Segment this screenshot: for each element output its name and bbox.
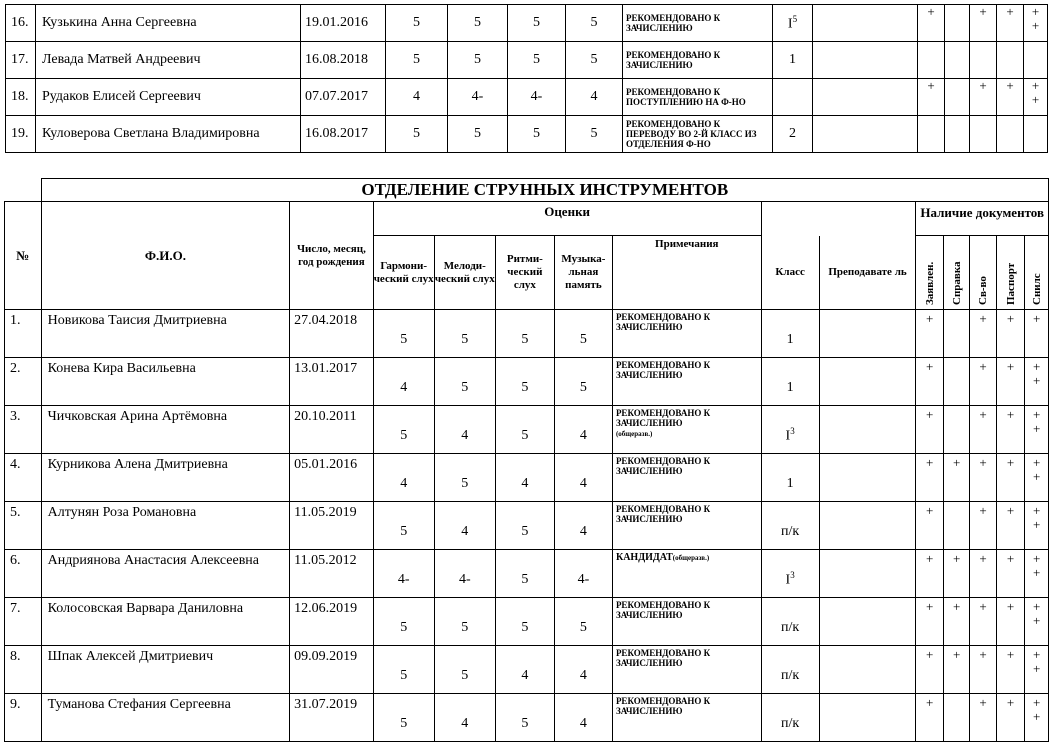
note-cell xyxy=(612,646,761,694)
student-name: Новикова Таисия Дмитриевна xyxy=(41,310,289,358)
doc-passport-mark: + xyxy=(996,646,1025,694)
class-cell xyxy=(761,454,819,502)
class-superscript: 3 xyxy=(790,570,795,581)
note-text: РЕКОМЕНДОВАНО К ЗАЧИСЛЕНИЮ xyxy=(615,360,711,380)
melodic-grade: 5 xyxy=(434,358,495,406)
teacher-cell xyxy=(819,454,916,502)
memory-grade: 4 xyxy=(566,79,623,116)
table-row xyxy=(5,646,1049,694)
birth-date: 16.08.2017 xyxy=(301,116,386,153)
row-number: 2. xyxy=(5,358,42,406)
doc-snils-mark: + + xyxy=(1025,358,1049,406)
doc-birth-cert-mark: + xyxy=(970,79,997,116)
birth-date: 11.05.2012 xyxy=(290,550,374,598)
memory-grade: 4 xyxy=(554,502,612,550)
class-value: п/к xyxy=(781,667,800,683)
class-cell xyxy=(773,5,813,42)
class-cell xyxy=(773,116,813,153)
note-text: РЕКОМЕНДОВАНО К ЗАЧИСЛЕНИЮ xyxy=(615,696,711,716)
student-name: Туманова Стефания Сергеевна xyxy=(41,694,289,742)
doc-passport-mark: + xyxy=(996,550,1025,598)
top-table-fragment xyxy=(5,4,1048,153)
doc-snils-mark xyxy=(1024,116,1048,153)
harmonic-grade: 5 xyxy=(386,116,448,153)
class-cell xyxy=(773,42,813,79)
student-name: Рудаков Елисей Сергеевич xyxy=(36,79,301,116)
note-cell xyxy=(612,310,761,358)
note-text: КАНДИДАТ xyxy=(615,552,673,563)
memory-grade: 5 xyxy=(566,116,623,153)
doc-birth-cert-mark: + xyxy=(970,406,996,454)
class-value: 1 xyxy=(786,379,794,395)
header-doc-passport: Паспорт xyxy=(1004,262,1017,305)
melodic-grade: 5 xyxy=(448,42,508,79)
rhythmic-grade: 4 xyxy=(495,646,554,694)
doc-certificate-mark xyxy=(945,5,970,42)
doc-passport-mark xyxy=(997,116,1024,153)
row-number: 17. xyxy=(6,42,36,79)
doc-birth-cert-mark xyxy=(970,116,997,153)
melodic-grade: 4 xyxy=(434,694,495,742)
doc-snils-mark: + + xyxy=(1025,406,1049,454)
doc-application-mark: + xyxy=(918,5,945,42)
class-superscript: 3 xyxy=(790,426,795,437)
doc-snils-mark: + + xyxy=(1025,694,1049,742)
table-row xyxy=(5,454,1049,502)
note-text: РЕКОМЕНДОВАНО К ПОСТУПЛЕНИЮ НА Ф-НО xyxy=(626,87,746,107)
note-cell xyxy=(623,5,773,42)
header-doc-application: Заявлен. xyxy=(923,261,936,305)
header-class: Класс xyxy=(761,236,819,310)
note-text: РЕКОМЕНДОВАНО К ЗАЧИСЛЕНИЮ xyxy=(626,50,721,70)
class-value: I xyxy=(785,572,791,588)
doc-birth-cert-mark: + xyxy=(970,550,996,598)
rhythmic-grade: 5 xyxy=(495,406,554,454)
harmonic-grade: 5 xyxy=(373,502,434,550)
rhythmic-grade: 5 xyxy=(495,598,554,646)
note-text: РЕКОМЕНДОВАНО К ЗАЧИСЛЕНИЮ xyxy=(626,13,721,33)
doc-snils-mark: + xyxy=(1025,310,1049,358)
doc-snils-mark xyxy=(1024,42,1048,79)
rhythmic-grade: 5 xyxy=(508,5,566,42)
doc-passport-mark: + xyxy=(996,454,1025,502)
class-cell xyxy=(761,406,819,454)
doc-certificate-mark xyxy=(943,358,969,406)
teacher-cell xyxy=(819,694,916,742)
note-text: РЕКОМЕНДОВАНО К ПЕРЕВОДУ ВО 2-Й КЛАСС ИЗ ОТДЕЛЕНИЯ Ф-НО xyxy=(626,119,757,149)
doc-application-mark: + xyxy=(916,550,943,598)
row-number: 5. xyxy=(5,502,42,550)
melodic-grade: 4- xyxy=(448,79,508,116)
row-number: 6. xyxy=(5,550,42,598)
doc-birth-cert-mark: + xyxy=(970,454,996,502)
doc-certificate-mark xyxy=(945,116,970,153)
harmonic-grade: 5 xyxy=(373,646,434,694)
note-cell xyxy=(623,116,773,153)
doc-certificate-mark: + xyxy=(943,646,969,694)
harmonic-grade: 4 xyxy=(386,79,448,116)
harmonic-grade: 4- xyxy=(373,550,434,598)
class-value: I xyxy=(787,16,793,32)
birth-date: 16.08.2018 xyxy=(301,42,386,79)
memory-grade: 4 xyxy=(554,406,612,454)
doc-application-mark: + xyxy=(916,502,943,550)
harmonic-grade: 4 xyxy=(373,454,434,502)
harmonic-grade: 4 xyxy=(373,358,434,406)
table-row xyxy=(5,598,1049,646)
header-doc-snils: Снилс xyxy=(1030,272,1043,305)
row-number: 16. xyxy=(6,5,36,42)
class-value: 2 xyxy=(789,126,796,141)
memory-grade: 5 xyxy=(566,5,623,42)
doc-passport-mark: + xyxy=(997,79,1024,116)
student-name: Конева Кира Васильевна xyxy=(41,358,289,406)
row-number: 9. xyxy=(5,694,42,742)
header-doc-birth-cert: Св-во xyxy=(977,275,990,305)
note-text: РЕКОМЕНДОВАНО К ЗАЧИСЛЕНИЮ xyxy=(615,456,711,476)
student-name: Андриянова Анастасия Алексеевна xyxy=(41,550,289,598)
rhythmic-grade: 4 xyxy=(495,454,554,502)
doc-certificate-mark xyxy=(945,42,970,79)
table-row xyxy=(6,116,1048,153)
note-cell xyxy=(623,42,773,79)
header-doc-certificate: Справка xyxy=(950,260,963,305)
header-teacher: Преподавате ль xyxy=(819,236,916,310)
doc-application-mark xyxy=(918,42,945,79)
class-value: 1 xyxy=(786,331,794,347)
header-documents: Наличие документов xyxy=(916,202,1049,236)
birth-date: 07.07.2017 xyxy=(301,79,386,116)
rhythmic-grade: 5 xyxy=(508,116,566,153)
memory-grade: 5 xyxy=(566,42,623,79)
teacher-cell xyxy=(819,502,916,550)
class-cell xyxy=(761,358,819,406)
table-row xyxy=(5,358,1049,406)
doc-passport-mark: + xyxy=(996,406,1025,454)
header-dob: Число, месяц, год рождения xyxy=(290,202,374,310)
table-row xyxy=(6,42,1048,79)
doc-certificate-mark xyxy=(943,694,969,742)
doc-snils-mark: + + xyxy=(1025,454,1049,502)
student-name: Шпак Алексей Дмитриевич xyxy=(41,646,289,694)
doc-passport-mark xyxy=(997,42,1024,79)
rhythmic-grade: 5 xyxy=(495,550,554,598)
class-cell xyxy=(761,646,819,694)
doc-application-mark: + xyxy=(916,598,943,646)
rhythmic-grade: 4- xyxy=(508,79,566,116)
birth-date: 31.07.2019 xyxy=(290,694,374,742)
doc-certificate-mark: + xyxy=(943,598,969,646)
doc-application-mark: + xyxy=(916,310,943,358)
doc-certificate-mark xyxy=(945,79,970,116)
doc-certificate-mark: + xyxy=(943,454,969,502)
melodic-grade: 5 xyxy=(448,116,508,153)
doc-birth-cert-mark: + xyxy=(970,310,996,358)
row-number: 19. xyxy=(6,116,36,153)
melodic-grade: 5 xyxy=(434,646,495,694)
student-name: Левада Матвей Андреевич xyxy=(36,42,301,79)
class-superscript: 5 xyxy=(792,13,798,24)
note-text: РЕКОМЕНДОВАНО К ЗАЧИСЛЕНИЮ xyxy=(615,648,711,668)
doc-snils-mark: + + xyxy=(1025,646,1049,694)
table-row xyxy=(6,79,1048,116)
rhythmic-grade: 5 xyxy=(495,358,554,406)
doc-application-mark: + xyxy=(916,454,943,502)
table-row xyxy=(5,310,1049,358)
note-extra: (общеразв.) xyxy=(672,554,710,562)
section-title: ОТДЕЛЕНИЕ СТРУННЫХ ИНСТРУМЕНТОВ xyxy=(41,179,1048,202)
memory-grade: 4 xyxy=(554,454,612,502)
harmonic-grade: 5 xyxy=(373,598,434,646)
harmonic-grade: 5 xyxy=(373,694,434,742)
doc-application-mark xyxy=(918,116,945,153)
teacher-cell xyxy=(819,598,916,646)
doc-passport-mark: + xyxy=(996,598,1025,646)
doc-application-mark: + xyxy=(916,646,943,694)
table-row xyxy=(5,694,1049,742)
doc-snils-mark: + + xyxy=(1025,550,1049,598)
memory-grade: 5 xyxy=(554,598,612,646)
doc-birth-cert-mark: + xyxy=(970,598,996,646)
teacher-cell xyxy=(813,79,918,116)
note-cell xyxy=(612,454,761,502)
note-cell xyxy=(612,694,761,742)
student-name: Кузькина Анна Сергеевна xyxy=(36,5,301,42)
memory-grade: 4 xyxy=(554,694,612,742)
melodic-grade: 4- xyxy=(434,550,495,598)
table-row xyxy=(6,5,1048,42)
header-fio: Ф.И.О. xyxy=(41,202,289,310)
class-value: п/к xyxy=(781,619,800,635)
teacher-cell xyxy=(819,358,916,406)
memory-grade: 5 xyxy=(554,358,612,406)
header-notes: Примечания xyxy=(612,236,761,310)
doc-passport-mark: + xyxy=(996,694,1025,742)
doc-birth-cert-mark xyxy=(970,42,997,79)
doc-application-mark: + xyxy=(916,694,943,742)
doc-passport-mark: + xyxy=(996,310,1025,358)
doc-certificate-mark: + xyxy=(943,550,969,598)
birth-date: 05.01.2016 xyxy=(290,454,374,502)
doc-application-mark: + xyxy=(918,79,945,116)
rhythmic-grade: 5 xyxy=(508,42,566,79)
row-number: 18. xyxy=(6,79,36,116)
class-cell xyxy=(761,694,819,742)
note-cell xyxy=(612,406,761,454)
doc-certificate-mark xyxy=(943,310,969,358)
strings-department-table xyxy=(4,178,1049,742)
student-name: Курникова Алена Дмитриевна xyxy=(41,454,289,502)
harmonic-grade: 5 xyxy=(386,5,448,42)
student-name: Колосовская Варвара Даниловна xyxy=(41,598,289,646)
student-name: Алтунян Роза Романовна xyxy=(41,502,289,550)
student-name: Куловерова Светлана Владимировна xyxy=(36,116,301,153)
note-text: РЕКОМЕНДОВАНО К ЗАЧИСЛЕНИЮ xyxy=(615,312,711,332)
class-value: п/к xyxy=(781,523,800,539)
note-text: РЕКОМЕНДОВАНО К ЗАЧИСЛЕНИЮ xyxy=(615,600,711,620)
header-num: № xyxy=(5,202,42,310)
row-number: 8. xyxy=(5,646,42,694)
student-name: Чичковская Арина Артёмовна xyxy=(41,406,289,454)
doc-birth-cert-mark: + xyxy=(970,502,996,550)
class-cell xyxy=(773,79,813,116)
header-rhythmic: Ритми-ческий слух xyxy=(495,236,554,310)
note-cell xyxy=(612,358,761,406)
note-cell xyxy=(612,502,761,550)
melodic-grade: 5 xyxy=(448,5,508,42)
teacher-cell xyxy=(819,646,916,694)
row-number: 1. xyxy=(5,310,42,358)
note-cell xyxy=(612,598,761,646)
class-cell xyxy=(761,598,819,646)
teacher-cell xyxy=(813,5,918,42)
row-number: 7. xyxy=(5,598,42,646)
birth-date: 11.05.2019 xyxy=(290,502,374,550)
doc-certificate-mark xyxy=(943,502,969,550)
row-number: 4. xyxy=(5,454,42,502)
class-cell xyxy=(761,550,819,598)
row-number: 3. xyxy=(5,406,42,454)
rhythmic-grade: 5 xyxy=(495,694,554,742)
class-value: п/к xyxy=(781,715,800,731)
birth-date: 27.04.2018 xyxy=(290,310,374,358)
harmonic-grade: 5 xyxy=(373,406,434,454)
teacher-cell xyxy=(819,310,916,358)
melodic-grade: 5 xyxy=(434,598,495,646)
birth-date: 19.01.2016 xyxy=(301,5,386,42)
doc-application-mark: + xyxy=(916,406,943,454)
note-text: РЕКОМЕНДОВАНО К ЗАЧИСЛЕНИЮ xyxy=(615,408,711,428)
doc-passport-mark: + xyxy=(996,358,1025,406)
melodic-grade: 4 xyxy=(434,502,495,550)
doc-birth-cert-mark: + xyxy=(970,694,996,742)
note-extra: (общеразв.) xyxy=(615,430,653,438)
note-text: РЕКОМЕНДОВАНО К ЗАЧИСЛЕНИЮ xyxy=(615,504,711,524)
doc-snils-mark: + + xyxy=(1025,598,1049,646)
rhythmic-grade: 5 xyxy=(495,310,554,358)
class-value: 1 xyxy=(786,475,794,491)
table-row xyxy=(5,406,1049,454)
doc-snils-mark: + + xyxy=(1025,502,1049,550)
doc-passport-mark: + xyxy=(996,502,1025,550)
header-melodic: Мелоди-ческий слух xyxy=(434,236,495,310)
doc-birth-cert-mark: + xyxy=(970,358,996,406)
note-cell xyxy=(612,550,761,598)
class-cell xyxy=(761,310,819,358)
birth-date: 09.09.2019 xyxy=(290,646,374,694)
doc-certificate-mark xyxy=(943,406,969,454)
melodic-grade: 5 xyxy=(434,454,495,502)
doc-birth-cert-mark: + xyxy=(970,646,996,694)
note-cell xyxy=(623,79,773,116)
class-value: I xyxy=(785,428,791,444)
class-cell xyxy=(761,502,819,550)
header-memory: Музыка-льная память xyxy=(554,236,612,310)
table-row xyxy=(5,502,1049,550)
header-grades: Оценки xyxy=(373,202,761,236)
teacher-cell xyxy=(813,42,918,79)
memory-grade: 4 xyxy=(554,646,612,694)
doc-passport-mark: + xyxy=(997,5,1024,42)
harmonic-grade: 5 xyxy=(386,42,448,79)
teacher-cell xyxy=(819,406,916,454)
doc-application-mark: + xyxy=(916,358,943,406)
memory-grade: 5 xyxy=(554,310,612,358)
harmonic-grade: 5 xyxy=(373,310,434,358)
memory-grade: 4- xyxy=(554,550,612,598)
birth-date: 20.10.2011 xyxy=(290,406,374,454)
header-harmonic: Гармони-ческий слух xyxy=(373,236,434,310)
doc-birth-cert-mark: + xyxy=(970,5,997,42)
melodic-grade: 4 xyxy=(434,406,495,454)
class-value: 1 xyxy=(789,52,796,67)
table-row xyxy=(5,550,1049,598)
doc-snils-mark: + + xyxy=(1024,5,1048,42)
rhythmic-grade: 5 xyxy=(495,502,554,550)
teacher-cell xyxy=(813,116,918,153)
birth-date: 12.06.2019 xyxy=(290,598,374,646)
melodic-grade: 5 xyxy=(434,310,495,358)
doc-snils-mark: + + xyxy=(1024,79,1048,116)
birth-date: 13.01.2017 xyxy=(290,358,374,406)
teacher-cell xyxy=(819,550,916,598)
